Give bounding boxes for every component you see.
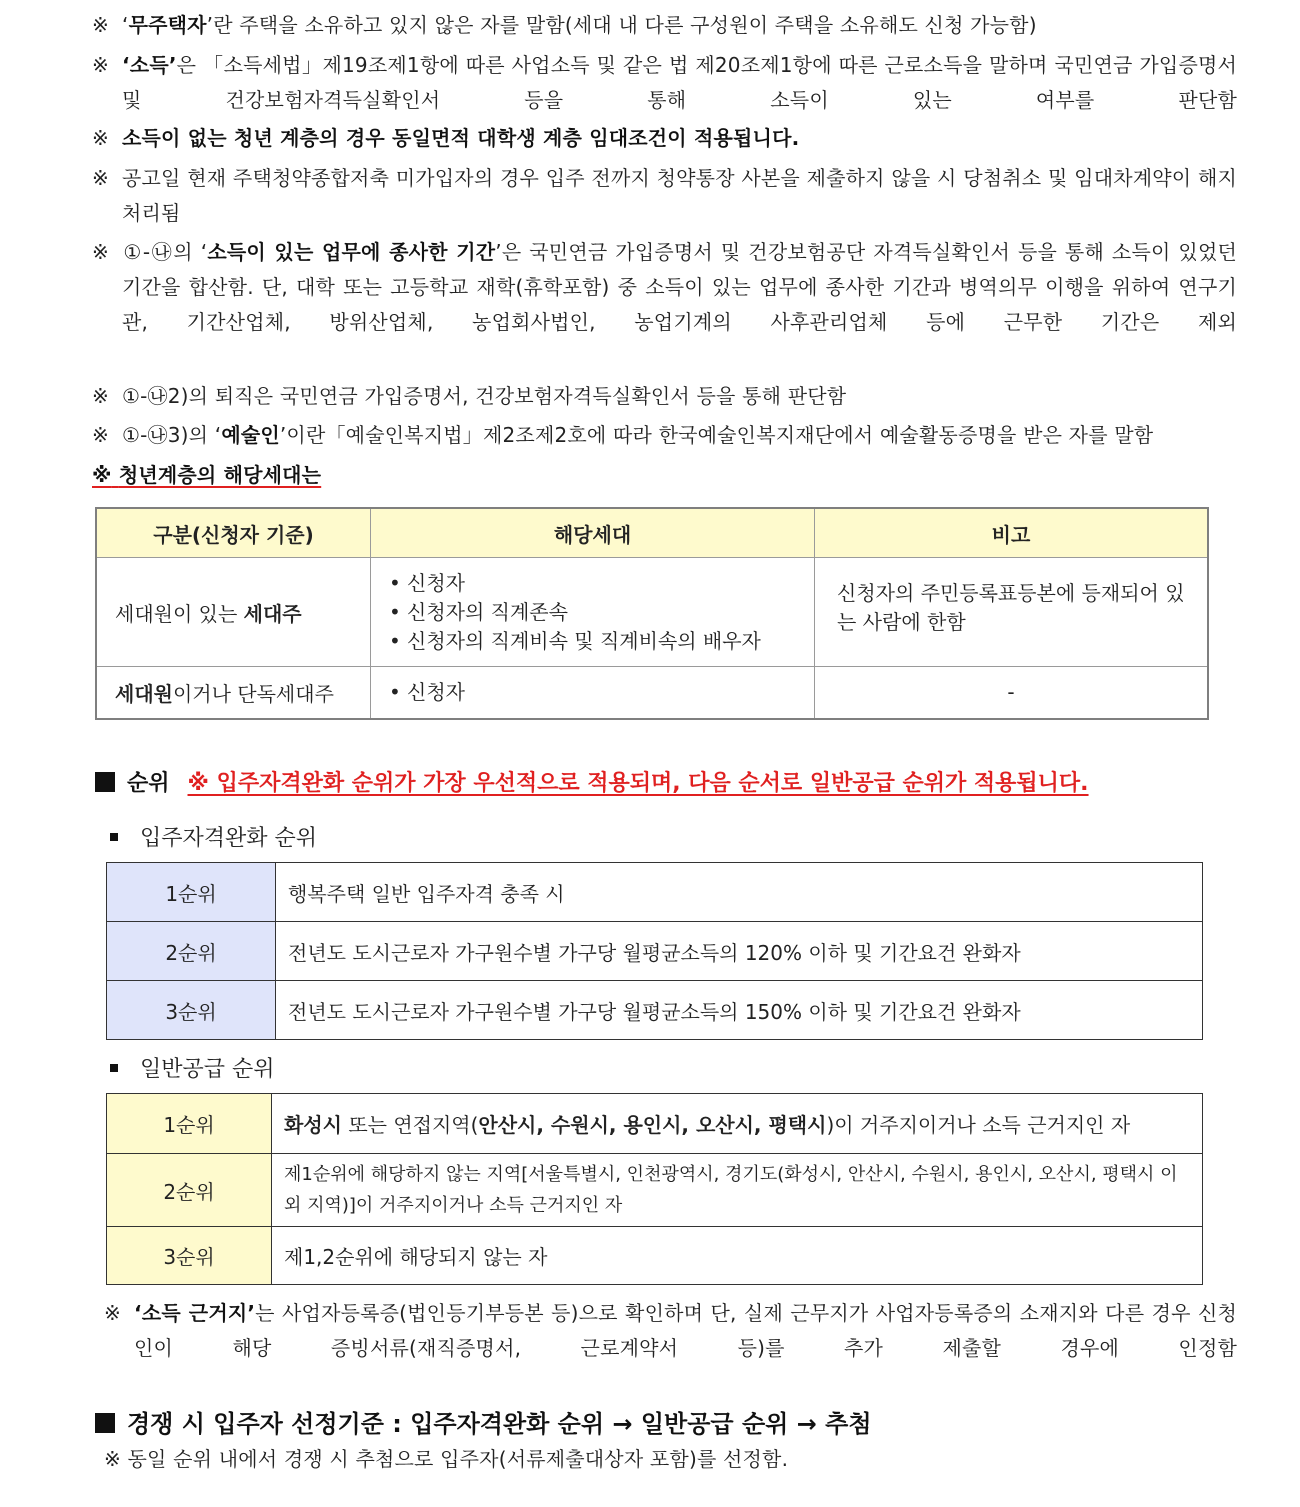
list (385, 678, 800, 707)
table-cell: 전년도 도시근로자 가구원수별 가구당 월평균소득의 120% 이하 및 기간요건 완화자 (276, 922, 1203, 981)
rank-cell: 2순위 (107, 1154, 272, 1227)
column-header: 구분(신청자 기준) (96, 508, 371, 558)
rank-cell: 3순위 (107, 1227, 272, 1285)
square-bullet-icon (110, 833, 118, 841)
table-row (96, 667, 1208, 719)
table-header-row (96, 508, 1208, 558)
table-row (107, 1154, 1203, 1227)
note-savings: ※ 공고일 현재 주택청약종합저축 미가입자의 경우 입주 전까지 청약통장 사본을 제출하지 않을 시 당첨취소 및 임대차계약이 해지 처리됨 (92, 166, 1237, 225)
relax-rank-table (106, 862, 1203, 1040)
table-cell: - (815, 667, 1209, 719)
table-cell: 제1순위에 해당하지 않는 지역[서울특별시, 인천광역시, 경기도(화성시, 안산시, 수원시, 용인시, 오산시, 평택시 이외 지역)]이 거주지이거나 소득 근거지인 자 (272, 1154, 1203, 1227)
square-bullet-icon (95, 1413, 115, 1433)
note-homeless: ※ ‘무주택자’란 주택을 소유하고 있지 않은 자를 말함(세대 내 다른 구성원이 주택을 소유해도 신청 가능함) (92, 13, 1037, 37)
list (385, 569, 800, 656)
table-cell: 행복주택 일반 입주자격 충족 시 (276, 863, 1203, 922)
table-row (107, 863, 1203, 922)
table-cell: 전년도 도시근로자 가구원수별 가구당 월평균소득의 150% 이하 및 기간요건 완화자 (276, 981, 1203, 1040)
square-bullet-icon (110, 1064, 118, 1072)
rank-section-heading: 순위 ※ 입주자격완화 순위가 가장 우선적으로 적용되며, 다음 순서로 일반공급 순위가 적용됩니다. (95, 766, 1089, 797)
rank-cell: 3순위 (107, 981, 276, 1040)
table-cell (371, 667, 815, 719)
note-income-base: ※ ‘소득 근거지’는 사업자등록증(법인등기부등본 등)으로 확인하며 단, 실제 근무지가 사업자등록증의 소재지와 다른 경우 신청인이 해당 증빙서류(재직증명서, 근로계약서 등)를 추가 제출할 경우에 인정함 (104, 1301, 1238, 1360)
column-header: 해당세대 (371, 508, 815, 558)
table-row (107, 981, 1203, 1040)
note-no-income: ※ 소득이 없는 청년 계층의 경우 동일면적 대학생 계층 임대조건이 적용됩니다. (92, 126, 800, 150)
table-row (96, 558, 1208, 667)
household-table (95, 507, 1209, 720)
list-item: • 신청자 (407, 678, 800, 707)
table-cell: 신청자의 주민등록표등본에 등재되어 있는 사람에 한함 (815, 558, 1209, 667)
rank-cell: 1순위 (107, 1094, 272, 1154)
general-rank-table (106, 1093, 1203, 1285)
list-item: • 신청자의 직계비속 및 직계비속의 배우자 (407, 627, 800, 656)
table-cell (371, 558, 815, 667)
square-bullet-icon (95, 772, 115, 792)
general-rank-heading: 일반공급 순위 (110, 1052, 275, 1083)
table-cell: 제1,2순위에 해당되지 않는 자 (272, 1227, 1203, 1285)
table-row (107, 1227, 1203, 1285)
list-item: • 신청자 (407, 569, 800, 598)
relax-rank-heading: 입주자격완화 순위 (110, 821, 317, 852)
table-cell: 화성시 또는 연접지역(안산시, 수원시, 용인시, 오산시, 평택시)이 거주지이거나 소득 근거지인 자 (272, 1094, 1203, 1154)
selection-criteria-heading: 경쟁 시 입주자 선정기준 : 입주자격완화 순위 → 일반공급 순위 → 추첨 (95, 1404, 872, 1439)
note-lottery: ※ 동일 순위 내에서 경쟁 시 추첨으로 입주자(서류제출대상자 포함)를 선정함. (104, 1447, 789, 1471)
list-item: • 신청자의 직계존속 (407, 598, 800, 627)
table-cell: 세대원이거나 단독세대주 (96, 667, 371, 719)
rank-notice: ※ 입주자격완화 순위가 가장 우선적으로 적용되며, 다음 순서로 일반공급 순위가 적용됩니다. (187, 771, 1089, 796)
rank-cell: 2순위 (107, 922, 276, 981)
note-work-period: ※ ①-㉯의 ‘소득이 있는 업무에 종사한 기간’은 국민연금 가입증명서 및 건강보험공단 자격득실확인서 등을 통해 소득이 있었던 기간을 합산함. 단, 대학 또는 고등학교 재학(휴학포함) 중 소득이 있는 업무에 종사한 기간과 병역의무 이행을 위하여 연구기관, 기간산업체, 방위산업체, 농업회사법인, 농업기계의 사후관리업체 등에 근무한 기간은 제외 (92, 240, 1237, 334)
note-youth-household: ※ 청년계층의 해당세대는 (92, 463, 322, 487)
note-artist: ※ ①-㉯3)의 ‘예술인’이란「예술인복지법」제2조제2호에 따라 한국예술인복지재단에서 예술활동증명을 받은 자를 말함 (92, 423, 1154, 447)
table-row (107, 922, 1203, 981)
note-income: ※ ‘소득’은 「소득세법」제19조제1항에 따른 사업소득 및 같은 법 제20조제1항에 따른 근로소득을 말하며 국민연금 가입증명서 및 건강보험자격득실확인서 등을 통해 소득이 있는 여부를 판단함 (92, 53, 1237, 112)
note-retirement: ※ ①-㉯2)의 퇴직은 국민연금 가입증명서, 건강보험자격득실확인서 등을 통해 판단함 (92, 384, 847, 408)
rank-cell: 1순위 (107, 863, 276, 922)
table-row (107, 1094, 1203, 1154)
column-header: 비고 (815, 508, 1209, 558)
table-cell: 세대원이 있는 세대주 (96, 558, 371, 667)
